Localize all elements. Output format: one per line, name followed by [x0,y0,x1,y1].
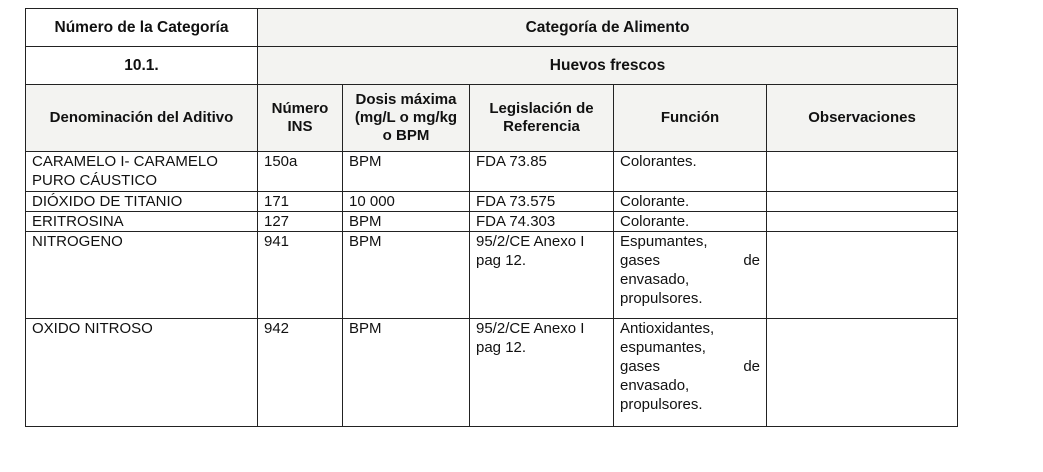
category-label: Categoría de Alimento [258,9,958,47]
legislation: 95/2/CE Anexo I pag 12. [470,319,614,427]
observations [767,192,958,212]
category-number: 10.1. [26,47,258,85]
legislation: 95/2/CE Anexo I pag 12. [470,232,614,319]
additive-name: ERITROSINA [26,212,258,232]
additive-name: NITROGENO [26,232,258,319]
observations [767,319,958,427]
ins-number: 127 [258,212,343,232]
function: Colorantes. [614,152,767,192]
col-function: Función [614,85,767,152]
observations [767,212,958,232]
additive-name: DIÓXIDO DE TITANIO [26,192,258,212]
legislation: FDA 73.85 [470,152,614,192]
ins-number: 941 [258,232,343,319]
observations [767,152,958,192]
table-row [26,192,958,212]
max-dose: 10 000 [343,192,470,212]
max-dose: BPM [343,152,470,192]
table-row [26,232,958,319]
col-observations: Observaciones [767,85,958,152]
table-row [26,152,958,192]
max-dose: BPM [343,212,470,232]
col-legislation: Legislación de Referencia [470,85,614,152]
observations [767,232,958,319]
ins-number: 942 [258,319,343,427]
function: Antioxidantes, espumantes, gases de envasado, propulsores. [614,319,767,427]
function: Espumantes, gases de envasado, propulsores. [614,232,767,319]
function: Colorante. [614,212,767,232]
category-name: Huevos frescos [258,47,958,85]
legislation: FDA 73.575 [470,192,614,212]
legislation: FDA 74.303 [470,212,614,232]
col-ins: Número INS [258,85,343,152]
category-number-label: Número de la Categoría [26,9,258,47]
ins-number: 150a [258,152,343,192]
col-dose: Dosis máxima (mg/L o mg/kg o BPM [343,85,470,152]
ins-number: 171 [258,192,343,212]
additive-name: OXIDO NITROSO [26,319,258,427]
column-header-row [26,85,958,152]
max-dose: BPM [343,232,470,319]
function: Colorante. [614,192,767,212]
additives-table [25,8,958,427]
table-row [26,319,958,427]
table-row [26,212,958,232]
category-value-row [26,47,958,85]
max-dose: BPM [343,319,470,427]
col-additive: Denominación del Aditivo [26,85,258,152]
additive-name: CARAMELO I- CARAMELO PURO CÁUSTICO [26,152,258,192]
category-header-row [26,9,958,47]
